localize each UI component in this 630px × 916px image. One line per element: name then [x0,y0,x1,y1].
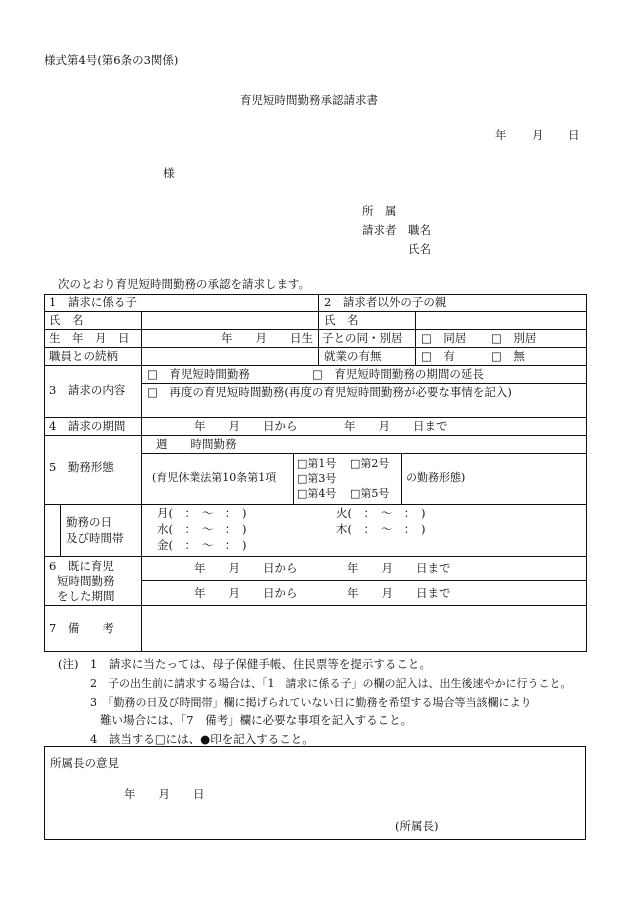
prior-label-2: 短時間勤務 [57,574,115,588]
item3-checkbox[interactable]: □第3号 [297,472,337,485]
request-content-label: 3 請求の内容 [49,383,126,397]
prior2-to[interactable]: 年 月 日まで [347,586,451,600]
cohabit-label: 子との同・別居 [322,331,403,345]
parent-name-input[interactable] [418,314,583,328]
cohabit-same-checkbox[interactable]: □ 同居 [421,331,467,345]
prior-label-1: 6 既に育児 [49,559,114,573]
birthdate-value[interactable]: 年 月 日生 [221,331,313,345]
option-extension-checkbox[interactable]: □ 育児短時間勤務の期間の延長 [312,367,484,381]
section1-header: 1 請求に係る子 [49,295,137,309]
employment-label: 就業の有無 [324,349,382,363]
item4-checkbox[interactable]: □第4号 [297,487,337,500]
addressee-suffix: 様 [163,166,175,180]
monday-hours[interactable]: 月( ： 〜 ： ) [157,506,247,520]
section2-header: 2 請求者以外の子の親 [324,295,447,309]
item1-checkbox[interactable]: □第1号 [297,457,337,470]
affiliation-label: 所 属 [362,204,397,218]
notes-label: (注) [58,657,79,671]
item5-checkbox[interactable]: □第5号 [350,487,390,500]
child-name-input[interactable] [144,314,314,328]
law-reference: (育児休業法第10条第1項 [152,471,277,484]
opinion-date[interactable]: 年 月 日 [124,787,205,801]
date-day[interactable]: 日 [568,128,580,142]
work-form-suffix: の勤務形態) [406,471,466,484]
period-from[interactable]: 年 月 日から [194,419,298,433]
note-3b: 難い場合には、「7 備考」欄に必要な事項を記入すること。 [100,713,413,727]
note-3a: 3 「勤務の日及び時間帯」欄に掲げられていない日に勤務を希望する場合等当該欄により [90,696,532,709]
date-year[interactable]: 年 [495,128,507,142]
name-label: 氏名 [408,242,431,256]
thursday-hours[interactable]: 木( ： 〜 ： ) [336,522,426,536]
prior-label-3: をした期間 [57,589,115,603]
remarks-input[interactable] [144,608,582,648]
work-form-label: 5 勤務形態 [49,460,114,474]
intro-text: 次のとおり育児短時間勤務の承認を請求します。 [58,277,311,291]
friday-hours[interactable]: 金( ： 〜 ： ) [157,538,247,552]
note-1: 1 請求に当たっては、母子保健手帳、住民票等を提示すること。 [90,657,431,671]
note-4: 4 該当する□には、●印を記入すること。 [90,732,314,746]
note-2: 2 子の出生前に請求する場合は、「1 請求に係る子」の欄の記入は、出生後速やかに行うこと。 [90,677,572,690]
request-form-table [44,294,587,652]
period-to[interactable]: 年 月 日まで [344,419,448,433]
birthdate-label: 生 年 月 日 [49,331,130,345]
supervisor-signature: (所属長) [395,819,439,833]
option-new-checkbox[interactable]: □ 育児短時間勤務 [147,367,250,381]
employment-no-checkbox[interactable]: □ 無 [491,349,525,363]
tuesday-hours[interactable]: 火( ： 〜 ： ) [336,506,426,520]
position-label: 職名 [408,223,431,237]
employment-yes-checkbox[interactable]: □ 有 [421,349,455,363]
supervisor-opinion-box[interactable] [44,746,586,840]
form-number: 様式第4号(第6条の3関係) [44,53,179,67]
opinion-label: 所属長の意見 [50,756,119,770]
wednesday-hours[interactable]: 水( ： 〜 ： ) [157,522,247,536]
child-name-label: 氏 名 [49,313,84,327]
relation-label: 職員との続柄 [49,349,118,363]
days-hours-label-2: 及び時間帯 [66,531,124,545]
date-month[interactable]: 月 [532,128,544,142]
requester-label: 請求者 [362,223,397,237]
relation-input[interactable] [144,350,314,364]
prior1-to[interactable]: 年 月 日まで [347,561,451,575]
remarks-label: 7 備 考 [49,621,114,635]
prior2-from[interactable]: 年 月 日から [194,586,298,600]
item2-checkbox[interactable]: □第2号 [350,457,390,470]
option-re-checkbox[interactable]: □ 再度の育児短時間勤務(再度の育児短時間勤務が必要な事情を記入) [147,385,512,399]
parent-name-label: 氏 名 [324,313,359,327]
days-hours-label-1: 勤務の日 [66,515,112,529]
period-label: 4 請求の期間 [49,419,126,433]
weekly-hours[interactable]: 週 時間勤務 [156,437,237,451]
cohabit-separate-checkbox[interactable]: □ 別居 [491,331,537,345]
prior1-from[interactable]: 年 月 日から [194,561,298,575]
page-title: 育児短時間勤務承認請求書 [240,93,378,107]
re-reason-input[interactable] [144,402,582,416]
